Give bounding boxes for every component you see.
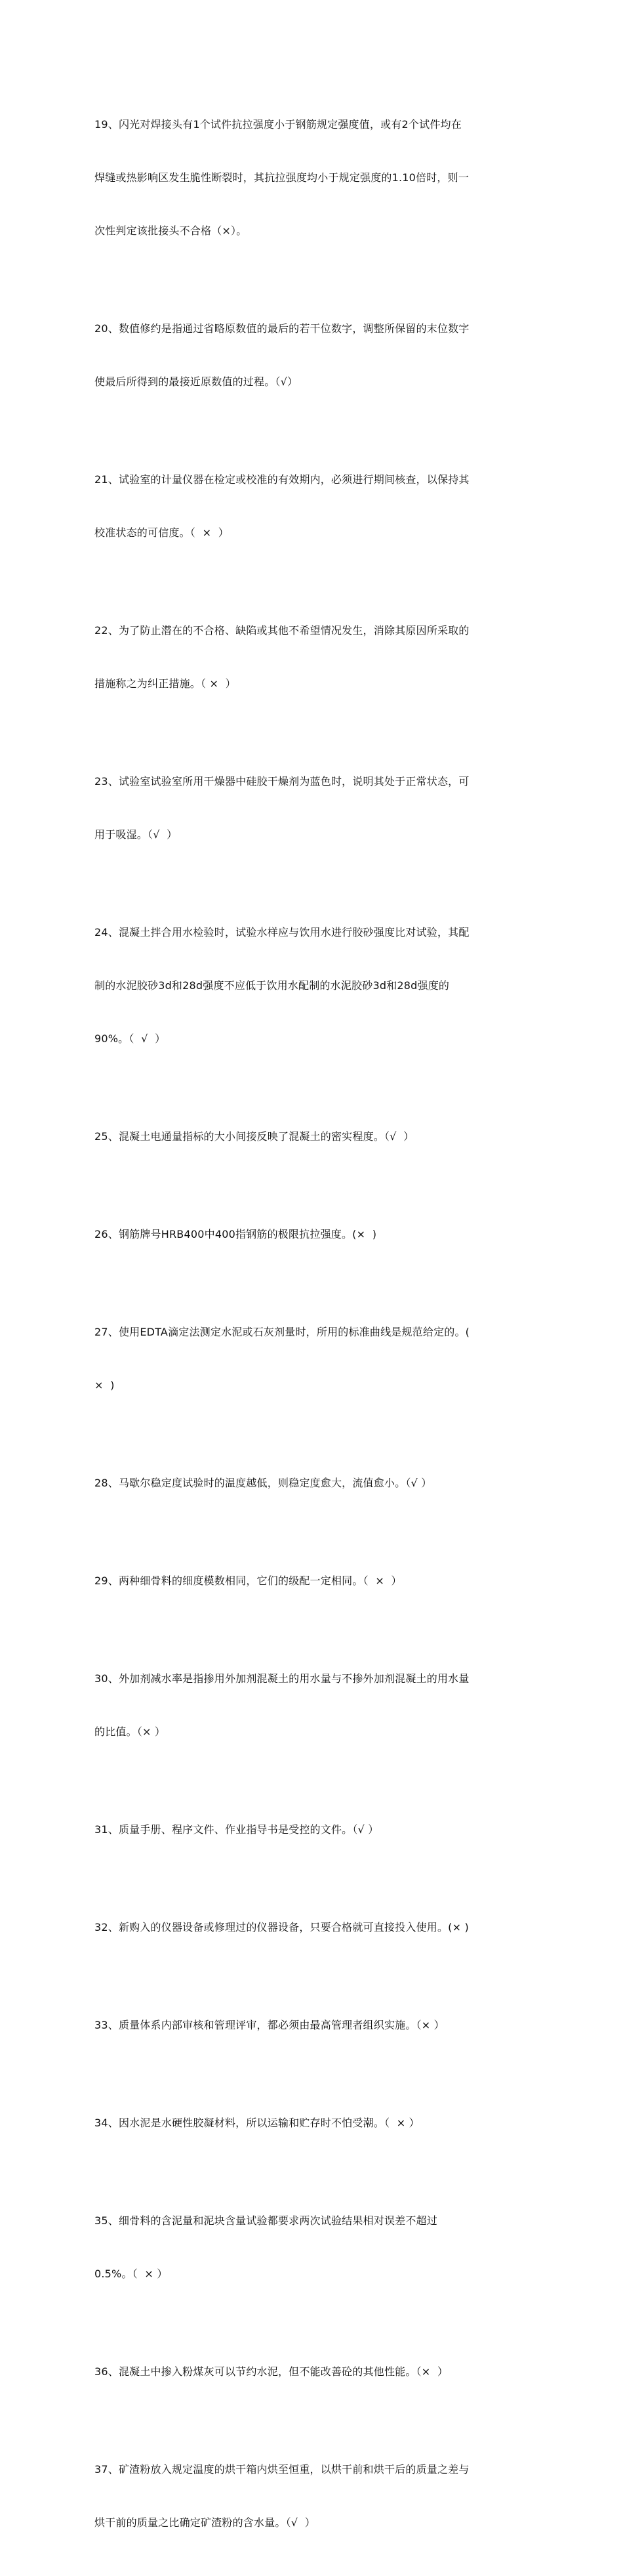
- question-line: 20、数值修约是指通过省略原数值的最后的若干位数字，调整所保留的末位数字: [94, 322, 470, 335]
- question-item-26: [94, 1190, 531, 1278]
- question-line: 25、混凝土电通量指标的大小间接反映了混凝土的密实程度。（√ ）: [94, 1130, 414, 1143]
- question-line: 36、混凝土中掺入粉煤灰可以节约水泥，但不能改善砼的其他性能。（× ）: [94, 2365, 449, 2378]
- question-line: 措施称之为纠正措施。（ × ）: [94, 677, 236, 690]
- question-line: 0.5%。（ × ）: [94, 2268, 168, 2280]
- question-item-37: [94, 2425, 531, 2567]
- question-line: 29、两种细骨料的细度模数相同，它们的级配一定相同。（ × ）: [94, 1574, 402, 1587]
- question-line: 的比值。（× ）: [94, 1725, 166, 1738]
- question-line: 烘干前的质量之比确定矿渣粉的含水量。（√ ）: [94, 2516, 315, 2529]
- question-item-27: [94, 1288, 531, 1429]
- question-item-24: [94, 888, 531, 1083]
- question-line: 次性判定该批接头不合格（×）。: [94, 224, 247, 237]
- question-line: 制的水泥胶砂3d和28d强度不应低于饮用水配制的水泥胶砂3d和28d强度的: [94, 979, 450, 992]
- question-line: 33、质量体系内部审核和管理评审，都必须由最高管理者组织实施。（× ）: [94, 2019, 445, 2031]
- question-line: × ): [94, 1379, 115, 1391]
- document-page: [94, 80, 531, 2576]
- question-item-34: [94, 2079, 531, 2167]
- question-line: 35、细骨料的含泥量和泥块含量试验都要求两次试验结果相对误差不超过: [94, 2214, 437, 2227]
- question-line: 用于吸湿。（√ ）: [94, 828, 178, 841]
- question-item-33: [94, 1981, 531, 2069]
- question-line: 19、闪光对焊接头有1个试件抗拉强度小于钢筋规定强度值，或有2个试件均在: [94, 118, 462, 131]
- question-item-29: [94, 1536, 531, 1625]
- question-line: 24、混凝土拌合用水检验时，试验水样应与饮用水进行胶砂强度比对试验，其配: [94, 926, 470, 939]
- question-item-20: [94, 284, 531, 426]
- question-line: 90%。（ √ ）: [94, 1032, 166, 1045]
- question-item-30: [94, 1634, 531, 1776]
- question-item-21: [94, 435, 531, 577]
- question-line: 使最后所得到的最接近原数值的过程。（√）: [94, 375, 298, 388]
- question-line: 23、试验室试验室所用干燥器中硅胶干燥剂为蓝色时，说明其处于正常状态，可: [94, 775, 470, 788]
- question-line: 31、质量手册、程序文件、作业指导书是受控的文件。（√ ）: [94, 1823, 379, 1836]
- question-line: 30、外加剂减水率是指掺用外加剂混凝土的用水量与不掺外加剂混凝土的用水量: [94, 1672, 470, 1685]
- question-line: 32、新购入的仪器设备或修理过的仪器设备，只要合格就可直接投入使用。(× ): [94, 1921, 469, 1933]
- question-item-22: [94, 586, 531, 728]
- question-item-35: [94, 2176, 531, 2318]
- question-line: 34、因水泥是水硬性胶凝材料，所以运输和贮存时不怕受潮。（ × ）: [94, 2117, 420, 2129]
- question-item-28: [94, 1439, 531, 1527]
- question-line: 21、试验室的计量仪器在检定或校准的有效期内，必须进行期间核查，以保持其: [94, 473, 470, 486]
- question-line: 28、马歇尔稳定度试验时的温度越低，则稳定度愈大，流值愈小。（√ ）: [94, 1477, 432, 1489]
- question-item-32: [94, 1883, 531, 1972]
- question-line: 27、使用EDTA滴定法测定水泥或石灰剂量时，所用的标准曲线是规范给定的。(: [94, 1326, 470, 1338]
- question-line: 焊缝或热影响区发生脆性断裂时，其抗拉强度均小于规定强度的1.10倍时，则一: [94, 171, 470, 184]
- question-line: 22、为了防止潜在的不合格、缺陷或其他不希望情况发生，消除其原因所采取的: [94, 624, 470, 637]
- question-item-36: [94, 2327, 531, 2416]
- question-line: 26、钢筋牌号HRB400中400指钢筋的极限抗拉强度。(× ): [94, 1228, 377, 1240]
- question-item-31: [94, 1785, 531, 1874]
- question-item-19: [94, 80, 531, 275]
- question-line: 校准状态的可信度。（ × ）: [94, 526, 229, 539]
- question-item-23: [94, 737, 531, 879]
- question-line: 37、矿渣粉放入规定温度的烘干箱内烘至恒重，以烘干前和烘干后的质量之差与: [94, 2463, 470, 2476]
- question-item-25: [94, 1092, 531, 1181]
